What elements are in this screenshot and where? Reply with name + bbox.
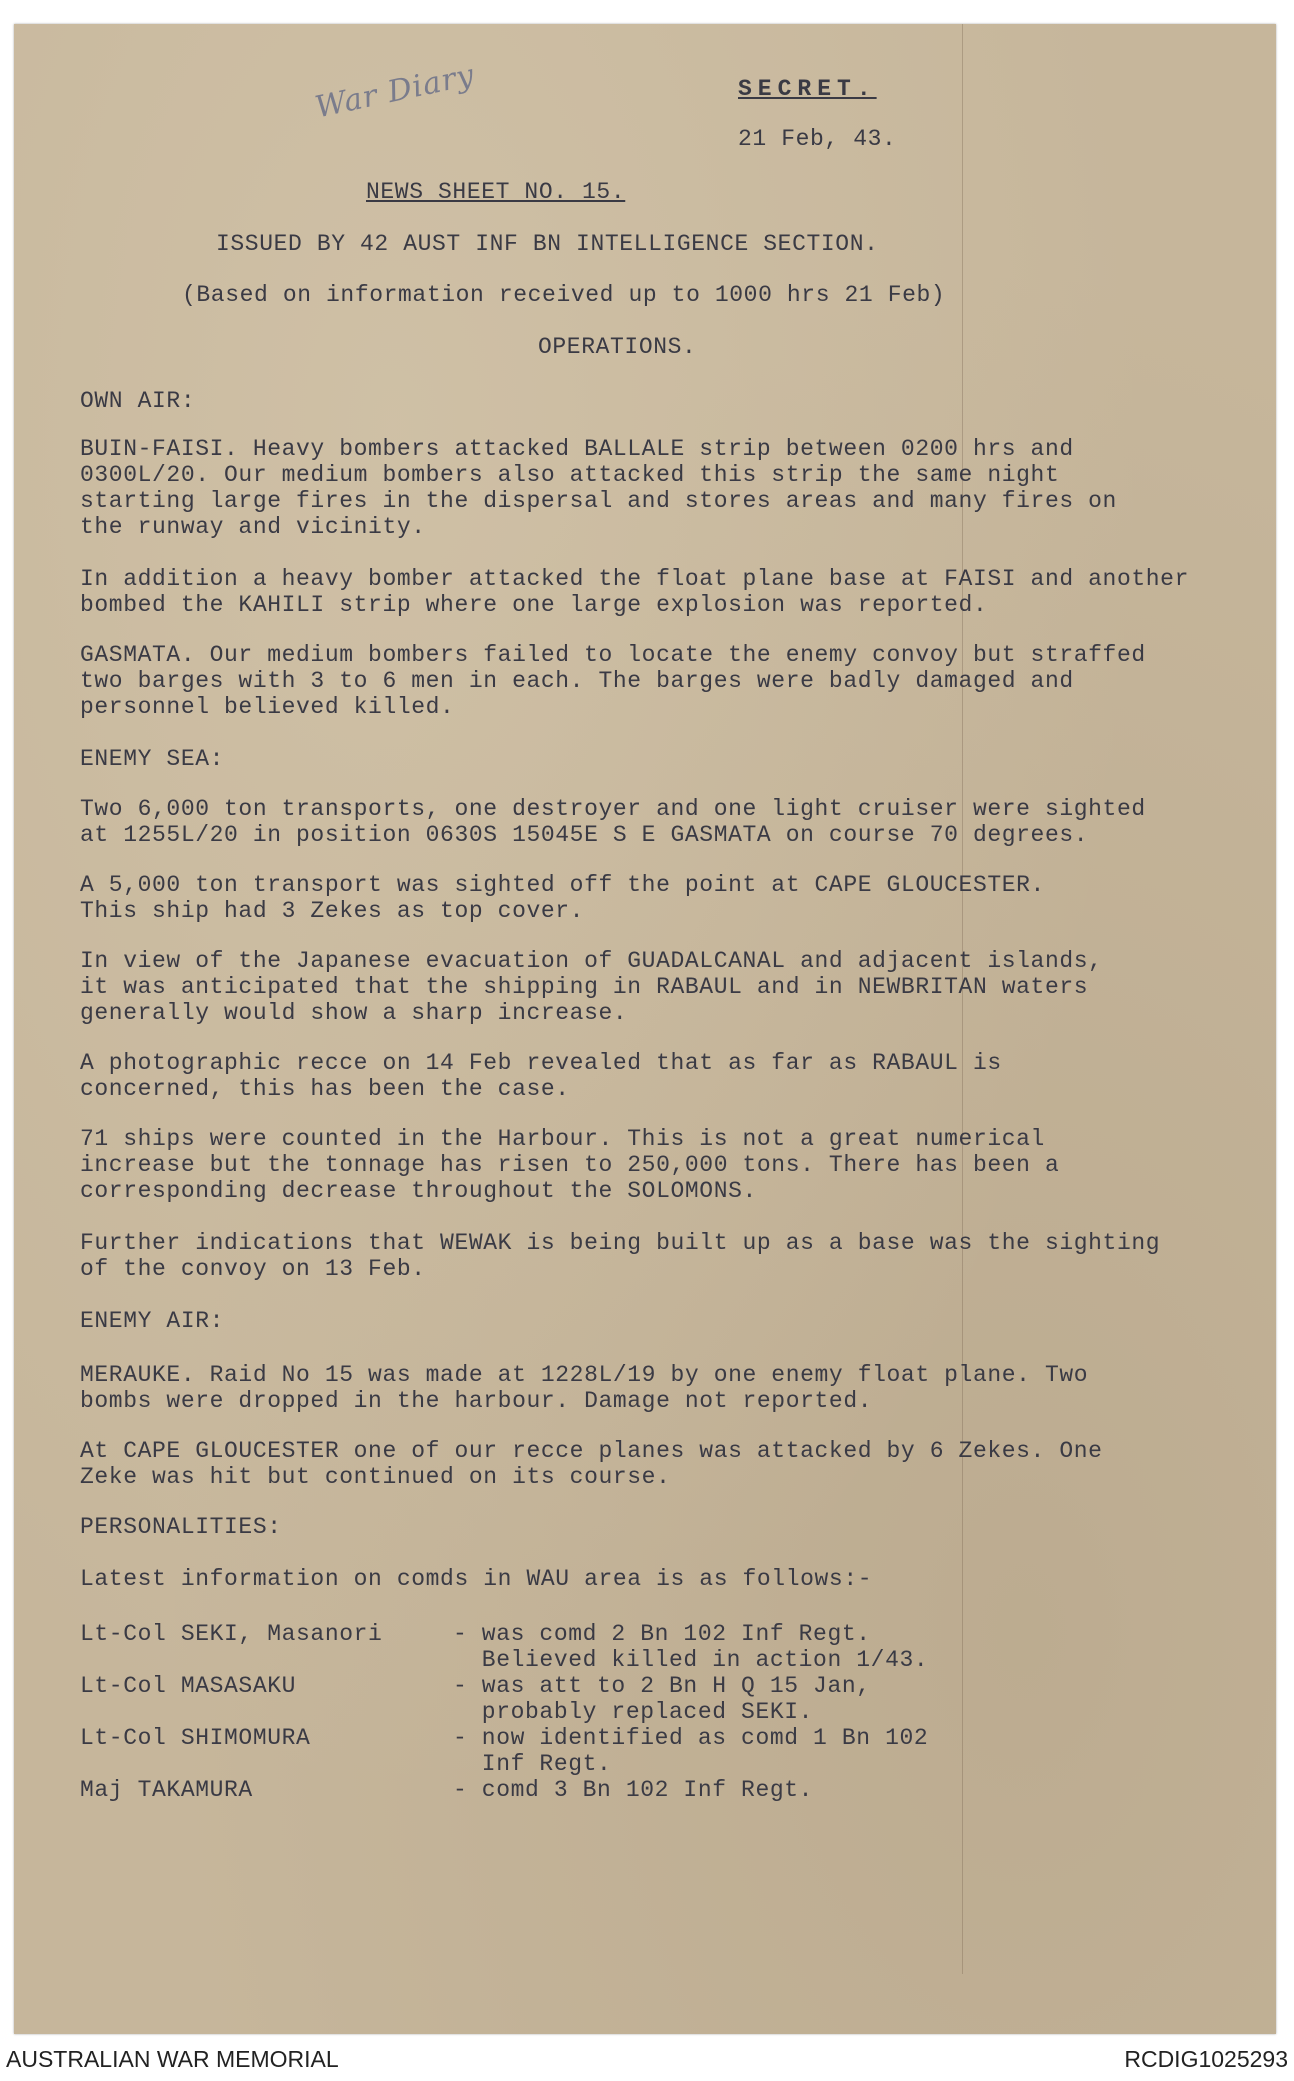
footer-archive-id: RCDIG1025293 bbox=[1124, 2046, 1288, 2072]
text-line: two barges with 3 to 6 men in each. The barges were badly damaged and bbox=[80, 668, 1074, 694]
handwritten-note: War Diary bbox=[312, 57, 478, 126]
personality-name: Lt-Col MASASAKU bbox=[80, 1673, 297, 1699]
text-line: A 5,000 ton transport was sighted off the point at CAPE GLOUCESTER. bbox=[80, 872, 1045, 898]
text-line: at 1255L/20 in position 0630S 15045E S E GASMATA on course 70 degrees. bbox=[80, 822, 1089, 848]
personality-name: Lt-Col SEKI, Masanori bbox=[80, 1621, 383, 1647]
based-on-line: (Based on information received up to 1000 hrs 21 Feb) bbox=[182, 282, 946, 308]
enemy-air-paragraph-2 bbox=[80, 1438, 1280, 1490]
enemy-sea-paragraph-3 bbox=[80, 948, 1280, 1026]
footer-archive-name: AUSTRALIAN WAR MEMORIAL bbox=[6, 2046, 339, 2072]
text-line: of the convoy on 13 Feb. bbox=[80, 1256, 426, 1282]
document-title: NEWS SHEET NO. 15. bbox=[366, 179, 626, 205]
own-air-heading: OWN AIR: bbox=[80, 388, 196, 414]
text-line: MERAUKE. Raid No 15 was made at 1228L/19 by one enemy float plane. Two bbox=[80, 1362, 1089, 1388]
issued-by-line: ISSUED BY 42 AUST INF BN INTELLIGENCE SECTION. bbox=[216, 231, 879, 257]
enemy-sea-paragraph-4 bbox=[80, 1050, 1280, 1102]
own-air-paragraph-1 bbox=[80, 436, 1280, 540]
section-heading: OPERATIONS. bbox=[538, 334, 697, 360]
own-air-paragraph-3 bbox=[80, 642, 1280, 720]
personality-desc-line: - now identified as comd 1 Bn 102 bbox=[453, 1725, 929, 1751]
text-line: At CAPE GLOUCESTER one of our recce planes was attacked by 6 Zekes. One bbox=[80, 1438, 1103, 1464]
enemy-sea-paragraph-2 bbox=[80, 872, 1280, 924]
personality-name: Lt-Col SHIMOMURA bbox=[80, 1725, 311, 1751]
enemy-sea-paragraph-1 bbox=[80, 796, 1280, 848]
personality-name: Maj TAKAMURA bbox=[80, 1777, 253, 1803]
text-line: the runway and vicinity. bbox=[80, 514, 426, 540]
text-line: corresponding decrease throughout the SOLOMONS. bbox=[80, 1178, 757, 1204]
text-line: A photographic recce on 14 Feb revealed that as far as RABAUL is bbox=[80, 1050, 1002, 1076]
own-air-paragraph-2 bbox=[80, 566, 1280, 618]
classification-stamp: SECRET. bbox=[738, 76, 877, 102]
text-line: 0300L/20. Our medium bombers also attacked this strip the same night bbox=[80, 462, 1060, 488]
personality-desc-line: - comd 3 Bn 102 Inf Regt. bbox=[453, 1777, 814, 1803]
personalities-intro: Latest information on comds in WAU area is as follows:- bbox=[80, 1566, 873, 1592]
personality-desc-line: - was att to 2 Bn H Q 15 Jan, bbox=[453, 1673, 871, 1699]
personality-desc-line: probably replaced SEKI. bbox=[453, 1699, 814, 1725]
text-line: This ship had 3 Zekes as top cover. bbox=[80, 898, 585, 924]
text-line: BUIN-FAISI. Heavy bombers attacked BALLALE strip between 0200 hrs and bbox=[80, 436, 1074, 462]
document-date: 21 Feb, 43. bbox=[738, 126, 897, 152]
text-line: generally would show a sharp increase. bbox=[80, 1000, 628, 1026]
text-line: it was anticipated that the shipping in RABAUL and in NEWBRITAN waters bbox=[80, 974, 1089, 1000]
enemy-sea-paragraph-5 bbox=[80, 1126, 1280, 1204]
enemy-sea-paragraph-6 bbox=[80, 1230, 1280, 1282]
enemy-sea-heading: ENEMY SEA: bbox=[80, 746, 225, 772]
enemy-air-heading: ENEMY AIR: bbox=[80, 1308, 225, 1334]
text-line: In view of the Japanese evacuation of GUADALCANAL and adjacent islands, bbox=[80, 948, 1103, 974]
text-line: bombs were dropped in the harbour. Damage not reported. bbox=[80, 1388, 873, 1414]
personality-desc-line: Inf Regt. bbox=[453, 1751, 612, 1777]
personalities-heading: PERSONALITIES: bbox=[80, 1514, 282, 1540]
personality-desc-line: Believed killed in action 1/43. bbox=[453, 1647, 929, 1673]
text-line: Further indications that WEWAK is being built up as a base was the sighting bbox=[80, 1230, 1161, 1256]
text-line: In addition a heavy bomber attacked the float plane base at FAISI and another bbox=[80, 566, 1189, 592]
text-line: increase but the tonnage has risen to 250,000 tons. There has been a bbox=[80, 1152, 1060, 1178]
text-line: 71 ships were counted in the Harbour. This is not a great numerical bbox=[80, 1126, 1045, 1152]
document-page bbox=[14, 24, 1276, 2034]
personality-desc-line: - was comd 2 Bn 102 Inf Regt. bbox=[453, 1621, 871, 1647]
enemy-air-paragraph-1 bbox=[80, 1362, 1280, 1414]
text-line: personnel believed killed. bbox=[80, 694, 455, 720]
text-line: starting large fires in the dispersal and stores areas and many fires on bbox=[80, 488, 1117, 514]
text-line: GASMATA. Our medium bombers failed to locate the enemy convoy but straffed bbox=[80, 642, 1146, 668]
text-line: concerned, this has been the case. bbox=[80, 1076, 570, 1102]
text-line: bombed the KAHILI strip where one large explosion was reported. bbox=[80, 592, 988, 618]
text-line: Zeke was hit but continued on its course. bbox=[80, 1464, 671, 1490]
text-line: Two 6,000 ton transports, one destroyer and one light cruiser were sighted bbox=[80, 796, 1146, 822]
